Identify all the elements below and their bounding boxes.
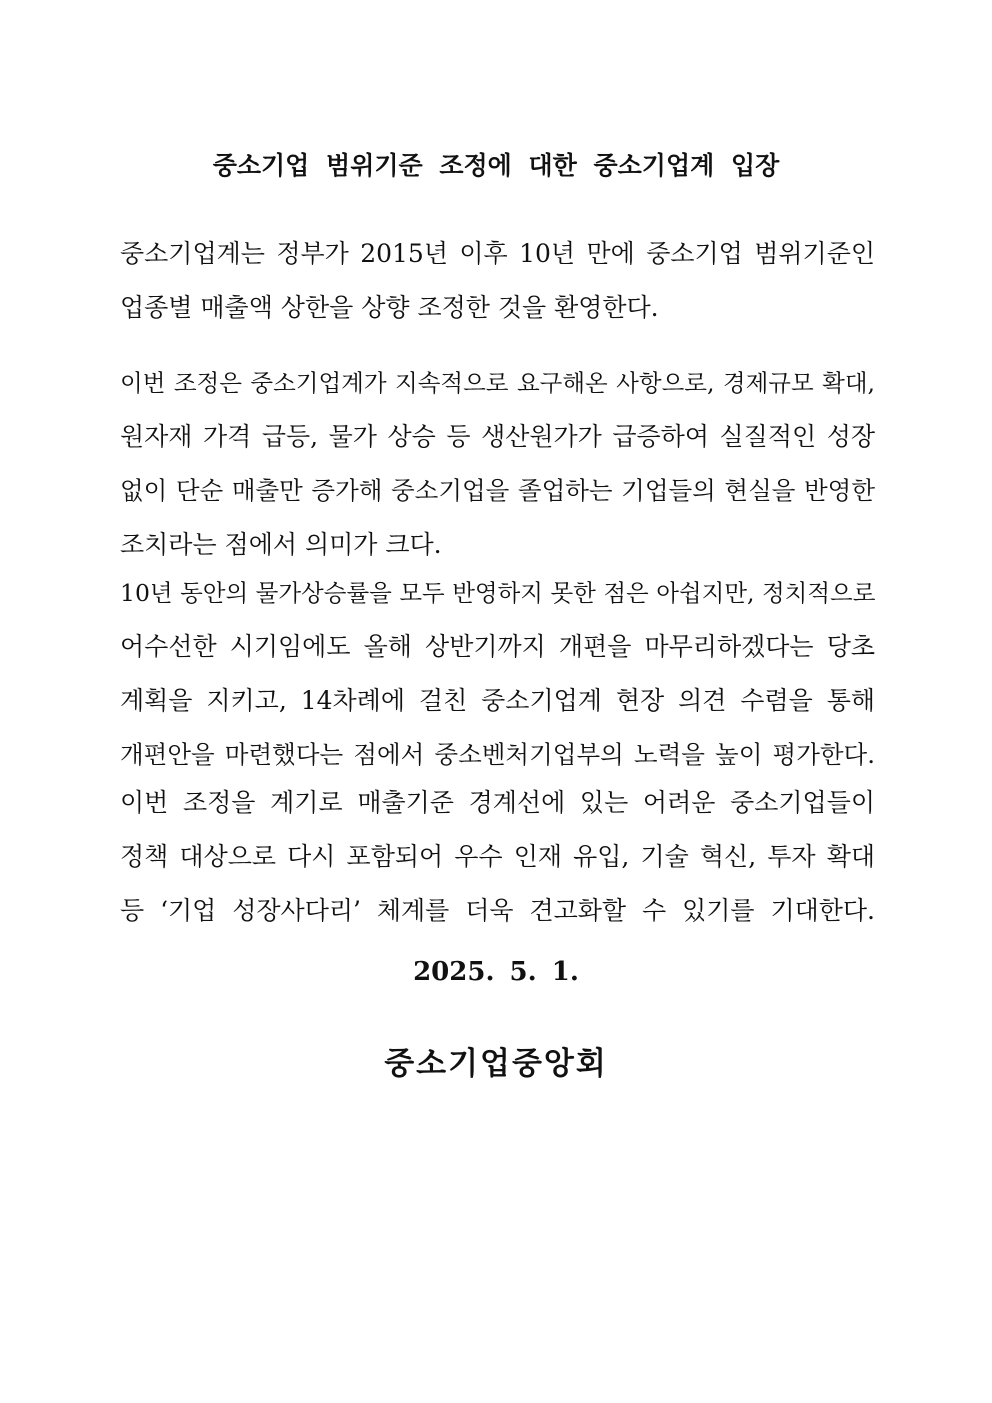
paragraph-line: 이번 조정을 계기로 매출기준 경계선에 있는 어려운 중소기업들이 bbox=[120, 788, 875, 817]
paragraph-line: 없이 단순 매출만 증가해 중소기업을 졸업하는 기업들의 현실을 반영한 bbox=[120, 476, 875, 505]
organization-name: 중소기업중앙회 bbox=[384, 1046, 608, 1082]
paragraph-line: 업종별 매출액 상한을 상향 조정한 것을 환영한다. bbox=[120, 293, 659, 322]
paragraph-1 bbox=[120, 227, 875, 335]
paragraph-line: 원자재 가격 급등, 물가 상승 등 생산원가가 급증하여 실질적인 성장 bbox=[120, 422, 875, 451]
paragraph-line: 중소기업계는 정부가 2015년 이후 10년 만에 중소기업 범위기준인 bbox=[120, 239, 875, 268]
paragraph-line: 어수선한 시기임에도 올해 상반기까지 개편을 마무리하겠다는 당초 bbox=[120, 632, 875, 661]
paragraph-line: 이번 조정은 중소기업계가 지속적으로 요구해온 사항으로, 경제규모 확대, bbox=[120, 369, 875, 397]
document-title: 중소기업 범위기준 조정에 대한 중소기업계 입장 bbox=[212, 151, 780, 180]
document-date: 2025. 5. 1. bbox=[413, 957, 579, 987]
paragraph-4 bbox=[120, 776, 875, 938]
paragraph-line: 10년 동안의 물가상승률을 모두 반영하지 못한 점은 아쉽지만, 정치적으로 bbox=[120, 579, 876, 607]
paragraph-2 bbox=[120, 356, 875, 572]
paragraph-line: 개편안을 마련했다는 점에서 중소벤처기업부의 노력을 높이 평가한다. bbox=[120, 740, 875, 769]
paragraph-3 bbox=[120, 566, 875, 782]
paragraph-line: 조치라는 점에서 의미가 크다. bbox=[120, 530, 442, 559]
paragraph-line: 계획을 지키고, 14차례에 걸친 중소기업계 현장 의견 수렴을 통해 bbox=[120, 686, 875, 715]
paragraph-line: 등 ‘기업 성장사다리’ 체계를 더욱 견고화할 수 있기를 기대한다. bbox=[120, 896, 875, 925]
paragraph-line: 정책 대상으로 다시 포함되어 우수 인재 유입, 기술 혁신, 투자 확대 bbox=[120, 842, 875, 871]
